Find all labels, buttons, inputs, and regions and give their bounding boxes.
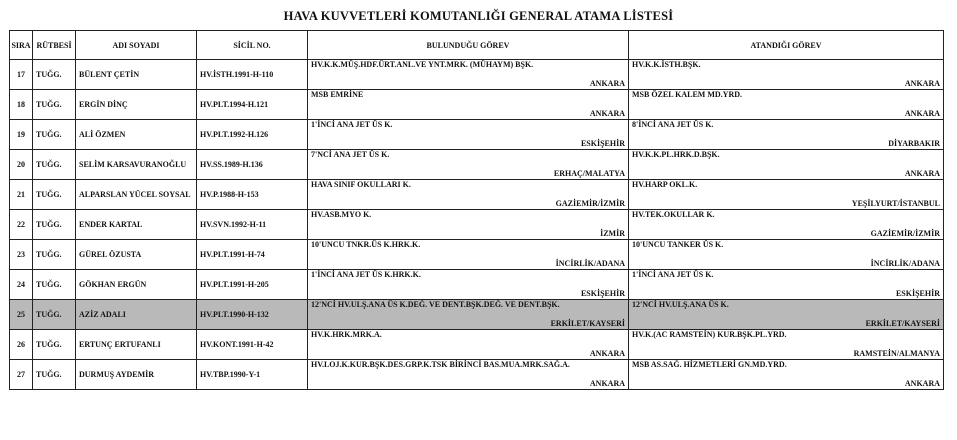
row-assigned-location: İNCİRLİK/ADANA (870, 259, 940, 268)
row-assigned-duty: HV.HARP OKL.K. (632, 180, 698, 189)
row-number: 18 (10, 90, 33, 120)
row-number: 17 (10, 60, 33, 90)
row-current-duty-cell (308, 300, 629, 330)
table-row (10, 240, 944, 270)
row-assigned-duty-cell (629, 210, 944, 240)
row-assigned-location: ANKARA (904, 169, 940, 178)
row-name: ERGİN DİNÇ (76, 90, 197, 120)
row-current-duty-cell (308, 240, 629, 270)
row-name: ERTUNÇ ERTUFANLI (76, 330, 197, 360)
row-rank: TUĞG. (33, 360, 76, 390)
header-row (10, 31, 944, 60)
row-current-duty-cell (308, 90, 629, 120)
row-registry-no: HV.P.1988-H-153 (197, 180, 308, 210)
row-assigned-location: RAMSTEİN/ALMANYA (853, 349, 940, 358)
table-row (10, 60, 944, 90)
row-assigned-duty-cell (629, 300, 944, 330)
row-name: SELİM KARSAVURANOĞLU (76, 150, 197, 180)
row-current-location: GAZİEMİR/İZMİR (555, 199, 625, 208)
row-registry-no: HV.PLT.1990-H-132 (197, 300, 308, 330)
row-current-location: ERHAÇ/MALATYA (553, 169, 625, 178)
column-header-sicil: SİCİL NO. (197, 31, 308, 60)
row-assigned-duty: MSB AS.SAĞ. HİZMETLERİ GN.MD.YRD. (632, 360, 787, 369)
row-current-duty-cell (308, 360, 629, 390)
column-header-sira: SIRA (10, 31, 33, 60)
row-current-location: ANKARA (589, 379, 625, 388)
row-name: ENDER KARTAL (76, 210, 197, 240)
row-assigned-location: YEŞİLYURT/İSTANBUL (851, 199, 940, 208)
row-assigned-duty: HV.K.K.İSTH.BŞK. (632, 60, 701, 69)
row-current-duty: 10'UNCU TNKR.ÜS K.HRK.K. (311, 240, 421, 249)
row-current-location: ESKİŞEHİR (580, 289, 625, 298)
row-current-location: İNCİRLİK/ADANA (555, 259, 625, 268)
row-assigned-duty: MSB ÖZEL KALEM MD.YRD. (632, 90, 743, 99)
row-name: ALİ ÖZMEN (76, 120, 197, 150)
row-assigned-duty-cell (629, 60, 944, 90)
row-name: GÖKHAN ERGÜN (76, 270, 197, 300)
row-current-duty-cell (308, 60, 629, 90)
row-current-duty: HAVA SINIF OKULLARI K. (311, 180, 411, 189)
column-header-rutbe: RÜTBESİ (33, 31, 76, 60)
row-number: 20 (10, 150, 33, 180)
row-number: 25 (10, 300, 33, 330)
row-assigned-duty-cell (629, 270, 944, 300)
row-current-duty: HV.ASB.MYO K. (311, 210, 372, 219)
page-title: HAVA KUVVETLERİ KOMUTANLIĞI GENERAL ATAMA LİSTESİ (283, 9, 674, 23)
row-assigned-duty: 1'İNCİ ANA JET ÜS K. (632, 270, 714, 279)
row-number: 21 (10, 180, 33, 210)
row-rank: TUĞG. (33, 90, 76, 120)
row-assigned-duty: 10'UNCU TANKER ÜS K. (632, 240, 724, 249)
row-rank: TUĞG. (33, 150, 76, 180)
row-assigned-duty-cell (629, 240, 944, 270)
row-current-location: ANKARA (589, 349, 625, 358)
row-assigned-duty-cell (629, 330, 944, 360)
row-assigned-location: ERKİLET/KAYSERİ (865, 319, 940, 328)
row-assigned-duty: 8'İNCİ ANA JET ÜS K. (632, 120, 714, 129)
row-name: ALPARSLAN YÜCEL SOYSAL (76, 180, 197, 210)
row-name: GÜREL ÖZUSTA (76, 240, 197, 270)
row-number: 19 (10, 120, 33, 150)
row-assigned-duty: HV.K.K.PL.HRK.D.BŞK. (632, 150, 720, 159)
row-assigned-duty-cell (629, 150, 944, 180)
table-row (10, 150, 944, 180)
row-current-duty-cell (308, 270, 629, 300)
column-header-bulundugu: BULUNDUĞU GÖREV (308, 31, 629, 60)
row-registry-no: HV.PLT.1991-H-205 (197, 270, 308, 300)
row-assigned-location: ANKARA (904, 379, 940, 388)
row-registry-no: HV.KONT.1991-H-42 (197, 330, 308, 360)
row-name: AZİZ ADALI (76, 300, 197, 330)
row-assigned-duty-cell (629, 120, 944, 150)
row-registry-no: HV.TBP.1990-Y-1 (197, 360, 308, 390)
row-rank: TUĞG. (33, 300, 76, 330)
row-current-duty: HV.LOJ.K.KUR.BŞK.DES.GRP.K.TSK BİRİNCİ BAS.MUA.MRK.SAĞ.A. (311, 360, 570, 369)
column-header-adsoyad: ADI SOYADI (76, 31, 197, 60)
row-current-location: ESKİŞEHİR (580, 139, 625, 148)
row-current-duty: HV.K.HRK.MRK.A. (311, 330, 382, 339)
row-number: 24 (10, 270, 33, 300)
row-assigned-duty-cell (629, 360, 944, 390)
row-number: 22 (10, 210, 33, 240)
row-name: BÜLENT ÇETİN (76, 60, 197, 90)
row-rank: TUĞG. (33, 210, 76, 240)
table-row (10, 180, 944, 210)
row-assigned-duty-cell (629, 180, 944, 210)
table-row (10, 270, 944, 300)
row-current-duty-cell (308, 180, 629, 210)
row-registry-no: HV.PLT.1991-H-74 (197, 240, 308, 270)
row-assigned-location: ANKARA (904, 79, 940, 88)
row-current-duty: 7'NCİ ANA JET ÜS K. (311, 150, 390, 159)
row-number: 23 (10, 240, 33, 270)
row-registry-no: HV.İSTH.1991-H-110 (197, 60, 308, 90)
row-assigned-duty: 12'NCİ HV.ULŞ.ANA ÜS K. (632, 300, 729, 309)
row-assigned-location: ANKARA (904, 109, 940, 118)
row-current-duty-cell (308, 120, 629, 150)
row-current-location: ANKARA (589, 109, 625, 118)
row-assigned-duty: HV.TEK.OKULLAR K. (632, 210, 715, 219)
row-registry-no: HV.PLT.1994-H.121 (197, 90, 308, 120)
row-number: 27 (10, 360, 33, 390)
assignment-table (9, 30, 944, 390)
row-number: 26 (10, 330, 33, 360)
row-assigned-location: DİYARBAKIR (888, 139, 940, 148)
row-current-duty: MSB EMRİNE (311, 90, 364, 99)
column-header-atandigi: ATANDIĞI GÖREV (629, 31, 944, 60)
row-assigned-location: ESKİŞEHİR (895, 289, 940, 298)
table-row (10, 300, 944, 330)
row-assigned-location: GAZİEMİR/İZMİR (870, 229, 940, 238)
row-current-duty-cell (308, 210, 629, 240)
row-current-duty: 1'İNCİ ANA JET ÜS K. (311, 120, 393, 129)
table-row (10, 120, 944, 150)
row-current-duty: 1'İNCİ ANA JET ÜS K.HRK.K. (311, 270, 421, 279)
row-registry-no: HV.SS.1989-H.136 (197, 150, 308, 180)
row-current-duty: HV.K.K.MÜŞ.HDF.ÜRT.ANL.VE YNT.MRK. (MÜHAYM) BŞK. (311, 60, 534, 69)
row-rank: TUĞG. (33, 270, 76, 300)
row-current-duty-cell (308, 330, 629, 360)
row-assigned-duty: HV.K.(AC RAMSTEİN) KUR.BŞK.PL.YRD. (632, 330, 787, 339)
row-registry-no: HV.PLT.1992-H.126 (197, 120, 308, 150)
row-current-duty: 12'NCİ HV.ULŞ.ANA ÜS K.DEĞ. VE DENT.BŞK.DEĞ. VE DENT.BŞK. (311, 300, 560, 309)
row-rank: TUĞG. (33, 60, 76, 90)
table-row (10, 360, 944, 390)
row-registry-no: HV.SVN.1992-H-11 (197, 210, 308, 240)
row-rank: TUĞG. (33, 180, 76, 210)
row-current-location: ERKİLET/KAYSERİ (550, 319, 625, 328)
row-rank: TUĞG. (33, 330, 76, 360)
row-current-location: İZMİR (600, 229, 625, 238)
table-body (10, 60, 944, 390)
table-row (10, 90, 944, 120)
row-rank: TUĞG. (33, 240, 76, 270)
row-rank: TUĞG. (33, 120, 76, 150)
row-name: DURMUŞ AYDEMİR (76, 360, 197, 390)
table-row (10, 330, 944, 360)
table-row (10, 210, 944, 240)
row-current-duty-cell (308, 150, 629, 180)
row-current-location: ANKARA (589, 79, 625, 88)
row-assigned-duty-cell (629, 90, 944, 120)
